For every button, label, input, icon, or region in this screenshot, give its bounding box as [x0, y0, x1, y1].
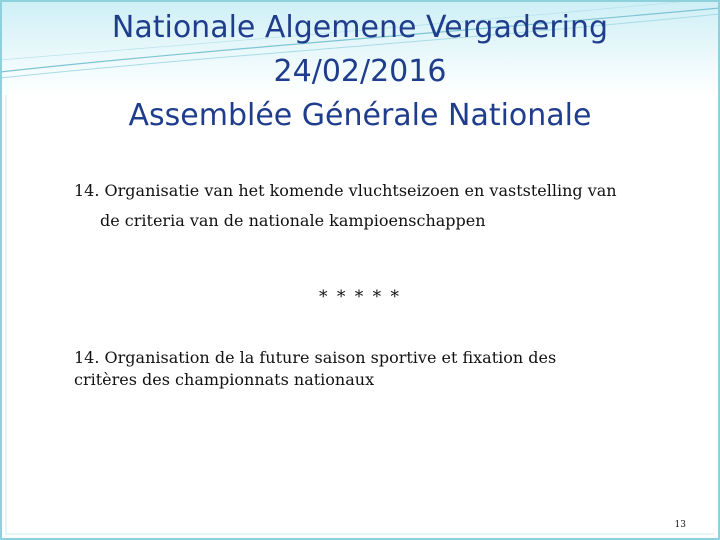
slide-title [60, 6, 660, 138]
agenda-item-nl-line2: de criteria van de nationale kampioenschappen [100, 211, 486, 230]
title-line-nl: Nationale Algemene Vergadering [111, 10, 609, 45]
title-date: 24/02/2016 [273, 54, 447, 89]
agenda-item-fr-line2: critères des championnats nationaux [74, 370, 375, 389]
agenda-item-fr-line1: 14. Organisation de la future saison sportive et fixation des [74, 348, 557, 367]
separator-stars: * * * * * [318, 287, 402, 307]
agenda-item-nl [74, 180, 654, 232]
title-line-fr: Assemblée Générale Nationale [128, 98, 592, 133]
agenda-item-nl-line1: 14. Organisatie van het komende vluchtseizoen en vaststelling van [74, 181, 617, 200]
agenda-item-fr [74, 347, 654, 391]
page-number: 13 [674, 520, 686, 530]
